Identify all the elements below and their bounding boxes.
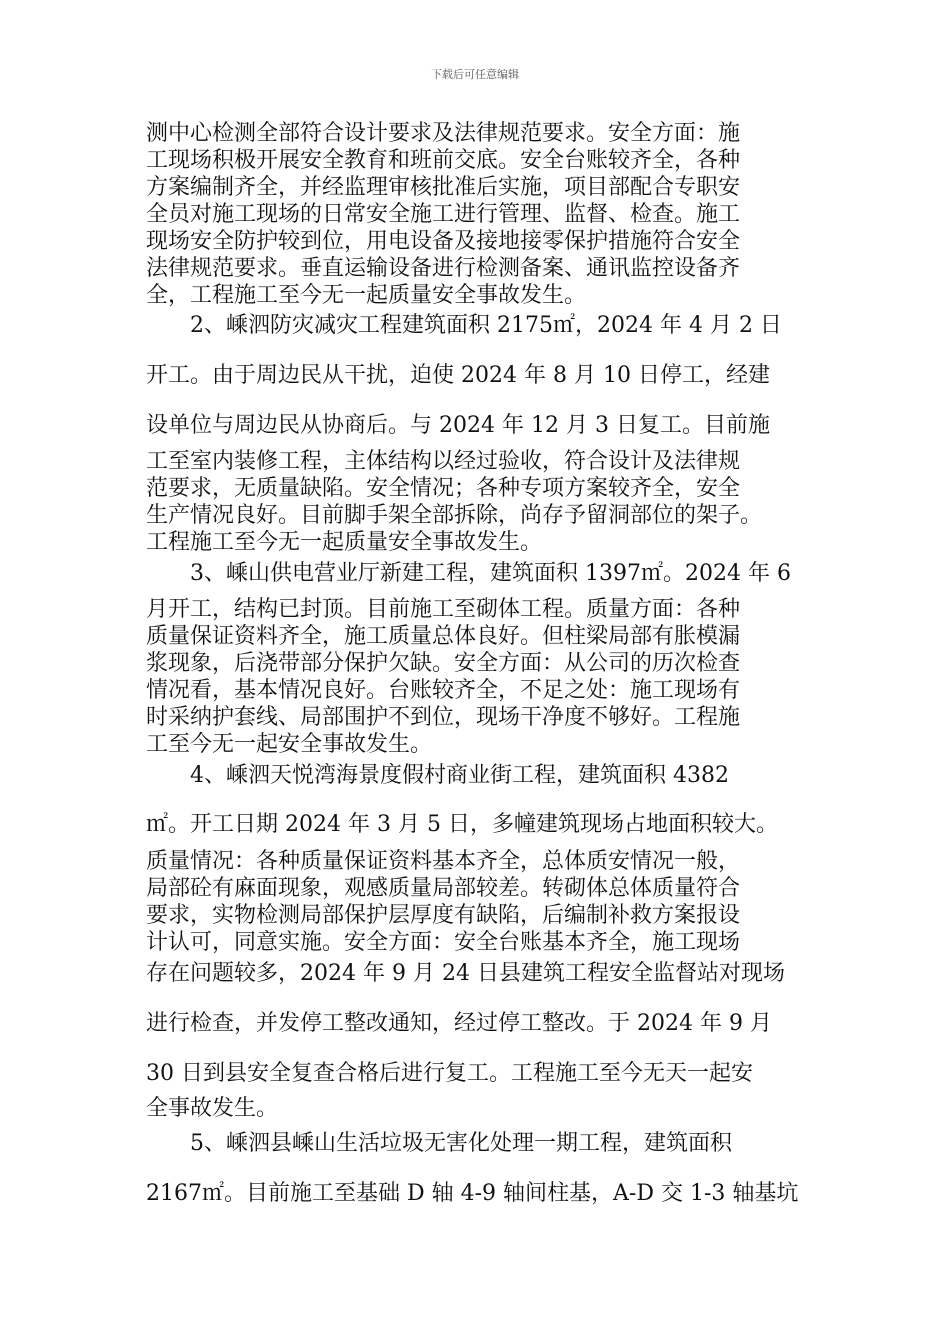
text-line: 工程施工至今无一起质量安全事故发生。 — [146, 530, 543, 555]
text-line: 情况看，基本情况良好。台账较齐全，不足之处：施工现场有 — [146, 678, 741, 703]
paragraph-start-3: 3、嵊山供电营业厅新建工程，建筑面积 1397㎡。2024 年 6 — [190, 561, 791, 586]
text-line: 质量情况：各种质量保证资料基本齐全，总体质安情况一般， — [146, 849, 741, 874]
text-line: 月开工，结构已封顶。目前施工至砌体工程。质量方面：各种 — [146, 597, 741, 622]
text-line: 质量保证资料齐全，施工质量总体良好。但柱梁局部有胀模漏 — [146, 624, 741, 649]
text-line: 30 日到县安全复查合格后进行复工。工程施工至今无天一起安 — [146, 1061, 753, 1086]
text-line: 全员对施工现场的日常安全施工进行管理、监督、检查。施工 — [146, 202, 741, 227]
text-line: 方案编制齐全，并经监理审核批准后实施，项目部配合专职安 — [146, 175, 741, 200]
text-line: 工至室内装修工程，主体结构以经过验收，符合设计及法律规 — [146, 449, 741, 474]
text-line: 法律规范要求。垂直运输设备进行检测备案、通讯监控设备齐 — [146, 256, 741, 281]
text-line: 要求，实物检测局部保护层厚度有缺陷，后编制补救方案报设 — [146, 903, 741, 928]
text-line: ㎡。开工日期 2024 年 3 月 5 日，多幢建筑现场占地面积较大。 — [146, 812, 778, 837]
text-line: 工至今无一起安全事故发生。 — [146, 732, 433, 757]
text-line: 开工。由于周边民从干扰，迫使 2024 年 8 月 10 日停工，经建 — [146, 363, 770, 388]
text-line: 2167㎡。目前施工至基础 D 轴 4-9 轴间柱基，A-D 交 1-3 轴基坑 — [146, 1181, 799, 1206]
text-line: 存在问题较多，2024 年 9 月 24 日县建筑工程安全监督站对现场 — [146, 961, 785, 986]
text-line: 工现场积极开展安全教育和班前交底。安全台账较齐全，各种 — [146, 148, 741, 173]
text-line: 浆现象，后浇带部分保护欠缺。安全方面：从公司的历次检查 — [146, 651, 741, 676]
page-header: 下载后可任意编辑 — [431, 68, 519, 81]
text-line: 全，工程施工至今无一起质量安全事故发生。 — [146, 283, 587, 308]
text-line: 局部砼有麻面现象，观感质量局部较差。转砌体总体质量符合 — [146, 876, 741, 901]
text-line: 设单位与周边民从协商后。与 2024 年 12 月 3 日复工。目前施 — [146, 413, 770, 438]
text-line: 计认可，同意实施。安全方面：安全台账基本齐全，施工现场 — [146, 930, 741, 955]
text-line: 进行检查，并发停工整改通知，经过停工整改。于 2024 年 9 月 — [146, 1011, 772, 1036]
text-line: 范要求，无质量缺陷。安全情况；各种专项方案较齐全，安全 — [146, 476, 741, 501]
text-line: 时采纳护套线、局部围护不到位，现场干净度不够好。工程施 — [146, 705, 741, 730]
text-line: 现场安全防护较到位，用电设备及接地接零保护措施符合安全 — [146, 229, 741, 254]
paragraph-start-2: 2、嵊泗防灾减灾工程建筑面积 2175㎡，2024 年 4 月 2 日 — [190, 313, 782, 338]
paragraph-start-4: 4、嵊泗天悦湾海景度假村商业街工程，建筑面积 4382 — [190, 763, 729, 788]
text-line: 测中心检测全部符合设计要求及法律规范要求。安全方面：施 — [146, 121, 741, 146]
text-line: 生产情况良好。目前脚手架全部拆除，尚存予留洞部位的架子。 — [146, 503, 763, 528]
paragraph-start-5: 5、嵊泗县嵊山生活垃圾无害化处理一期工程，建筑面积 — [190, 1131, 732, 1156]
text-line: 全事故发生。 — [146, 1096, 279, 1121]
